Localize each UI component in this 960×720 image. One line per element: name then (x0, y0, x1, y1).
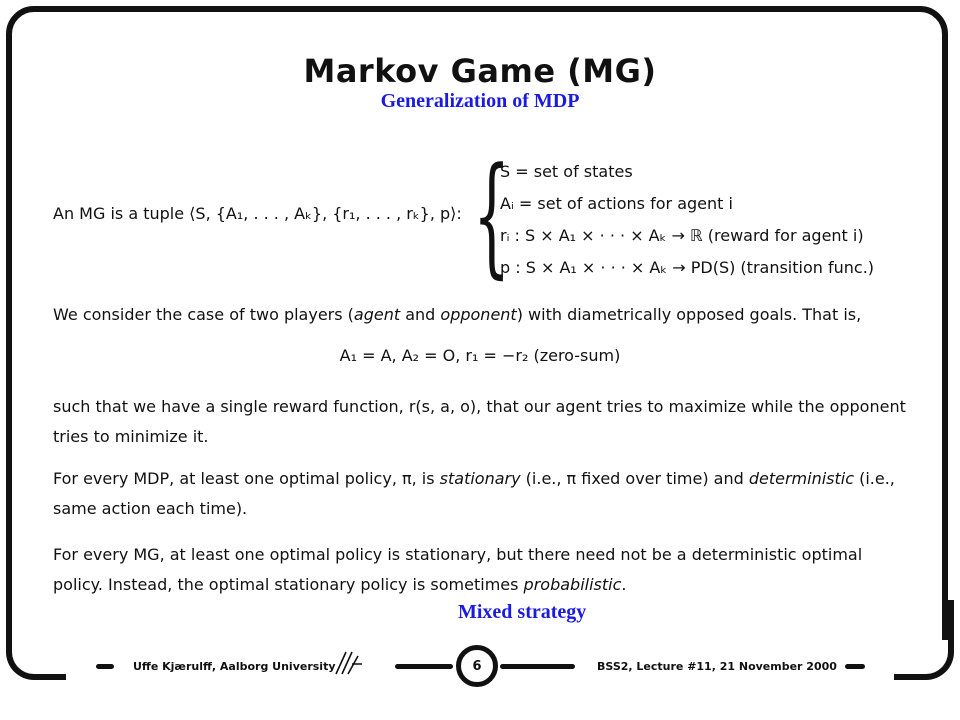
frame-corner-left (6, 600, 66, 680)
mixed-strategy-annotation: Mixed strategy (458, 601, 587, 623)
tuple-item-transition: p : S × A₁ × · · · × Aₖ → PD(S) (transition func.) (500, 258, 875, 277)
paragraph-mdp-policy: For every MDP, at least one optimal policy, π, is stationary (i.e., π fixed over time) and deterministic (i.e., same action each time). (53, 469, 895, 518)
paragraph-reward-function: such that we have a single reward function, r(s, a, o), that our agent tries to maximize while the opponent tries to minimize it. (53, 397, 906, 446)
footer-author: Uffe Kjærulff, Aalborg University (133, 660, 336, 673)
tuple-definition-list (500, 156, 874, 284)
left-brace: { (473, 139, 511, 291)
paragraph-mg-policy: For every MG, at least one optimal policy is stationary, but there need not be a deterministic optimal policy. Instead, the optimal stationary policy is sometimes probabilistic. (53, 545, 863, 594)
zero-sum-equation: A₁ = A, A₂ = O, r₁ = −r₂ (zero-sum) (339, 346, 621, 365)
footer-rule-left-b (395, 664, 453, 669)
page-number: 6 (456, 645, 498, 687)
tuple-item-states: S = set of states (500, 162, 633, 181)
tuple-intro: An MG is a tuple ⟨S, {A₁, . . . , Aₖ}, {r₁, . . . , rₖ}, p⟩: (53, 204, 462, 223)
paragraph-two-players: We consider the case of two players (agent and opponent) with diametrically opposed goals. That is, (53, 305, 862, 324)
footer-rule-left-a (96, 664, 114, 669)
tuple-item-actions: Aᵢ = set of actions for agent i (500, 194, 733, 213)
footer-lecture: BSS2, Lecture #11, 21 November 2000 (597, 660, 837, 673)
tuple-item-reward: rᵢ : S × A₁ × · · · × Aₖ → ℝ (reward for agent i) (500, 226, 864, 245)
university-logo-icon (334, 650, 364, 676)
slide-title: Markov Game (MG) (303, 52, 657, 90)
footer-rule-right-a (500, 664, 575, 669)
slide-subtitle: Generalization of MDP (380, 90, 580, 112)
footer-rule-right-b (845, 664, 865, 669)
frame-corner-right (894, 600, 954, 680)
